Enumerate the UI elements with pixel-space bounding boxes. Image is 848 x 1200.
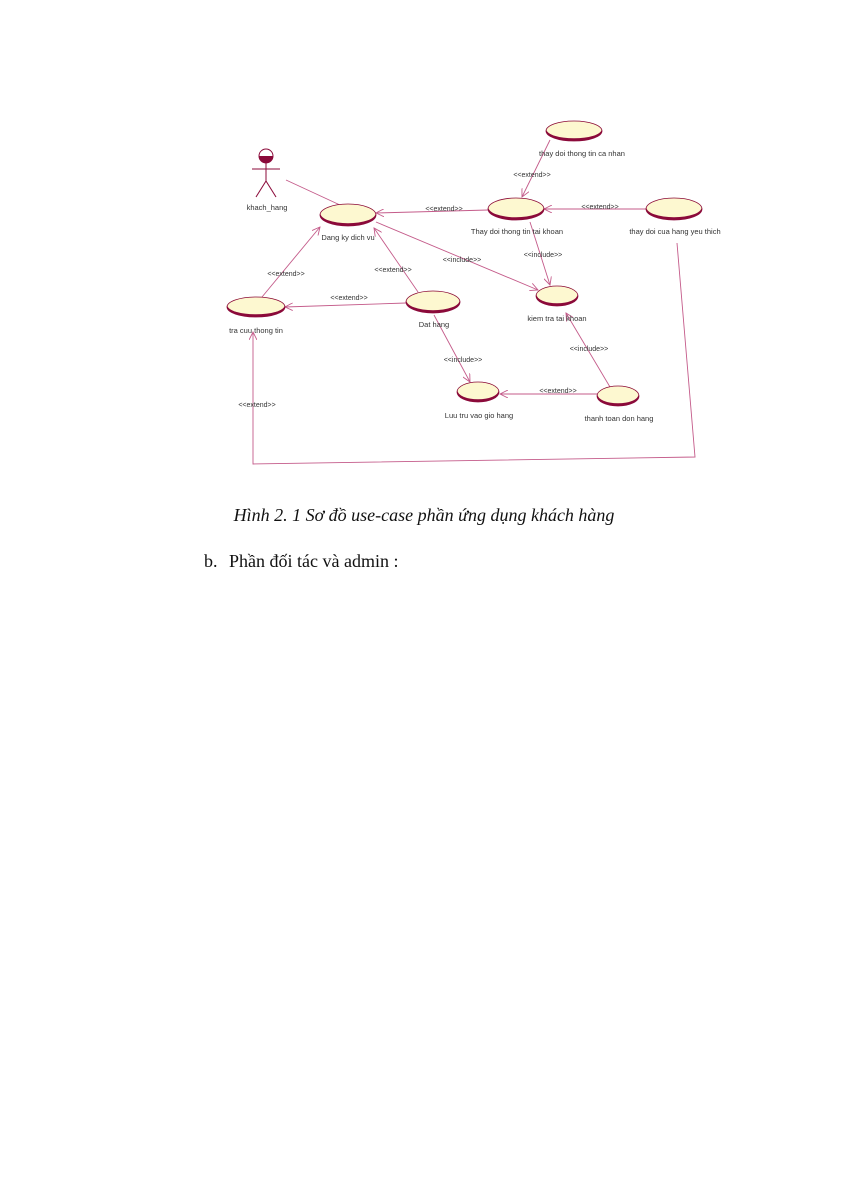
use-case-thay-doi-cua-hang (646, 198, 702, 220)
use-case-dat-hang (406, 291, 460, 313)
relation-label-r1: <<extend>> (513, 172, 551, 179)
use-case-thay-doi-ca-nhan (546, 121, 602, 141)
relation-label-r4: <<include>> (442, 257, 482, 264)
use-case-label-luu-tru: Luu tru vao gio hang (444, 411, 514, 420)
section-heading (204, 551, 398, 572)
rel-tra-cuu-to-dang-ky (262, 227, 320, 297)
use-case-thay-doi-tai-khoan (488, 198, 544, 220)
use-case-label-tra-cuu: tra cuu thong tin (229, 326, 283, 335)
rel-dat-hang-to-tra-cuu (285, 303, 406, 307)
use-case-label-thay-doi-ca-nhan: thay doi thong tin ca nhan (539, 149, 625, 158)
use-case-label-thanh-toan: thanh toan don hang (584, 414, 654, 423)
use-case-label-thay-doi-cua-hang: thay doi cua hang yeu thich (629, 227, 721, 236)
actor-khach-hang (252, 149, 280, 197)
use-case-luu-tru (457, 382, 499, 402)
relation-label-r11: <<include>> (569, 346, 609, 353)
use-case-label-kiem-tra: kiem tra tai khoan (527, 314, 587, 323)
relation-label-r6: <<extend>> (267, 271, 305, 278)
relation-label-r12: <<extend>> (238, 402, 276, 409)
relation-label-r5: <<include>> (523, 252, 563, 259)
relation-label-r3: <<extend>> (581, 204, 619, 211)
figure-caption: Hình 2. 1 Sơ đồ use-case phần ứng dụng khách hàng (233, 505, 615, 525)
use-case-label-dang-ky: Dang ky dich vu (321, 233, 375, 242)
use-case-dang-ky (320, 204, 376, 226)
relation-label-r10: <<extend>> (539, 388, 577, 395)
use-case-diagram (0, 0, 848, 500)
actor-label: khach_hang (246, 203, 288, 212)
use-case-kiem-tra (536, 286, 578, 306)
use-case-label-dat-hang: Dat hang (418, 320, 450, 329)
rel-cua-hang-to-tra-cuu (253, 243, 695, 464)
use-case-tra-cuu (227, 297, 285, 317)
section-title: Phần đối tác và admin : (229, 551, 399, 571)
assoc-actor-dang-ky (286, 180, 340, 205)
relation-label-r2: <<extend>> (425, 206, 463, 213)
relation-label-r8: <<extend>> (330, 295, 368, 302)
rel-dat-hang-to-dang-ky (374, 228, 418, 292)
use-case-thanh-toan (597, 386, 639, 406)
relation-label-r9: <<include>> (443, 357, 483, 364)
use-case-label-thay-doi-tai-khoan: Thay doi thong tin tai khoan (470, 227, 564, 236)
section-number: b. (204, 551, 218, 571)
relation-label-r7: <<extend>> (374, 267, 412, 274)
